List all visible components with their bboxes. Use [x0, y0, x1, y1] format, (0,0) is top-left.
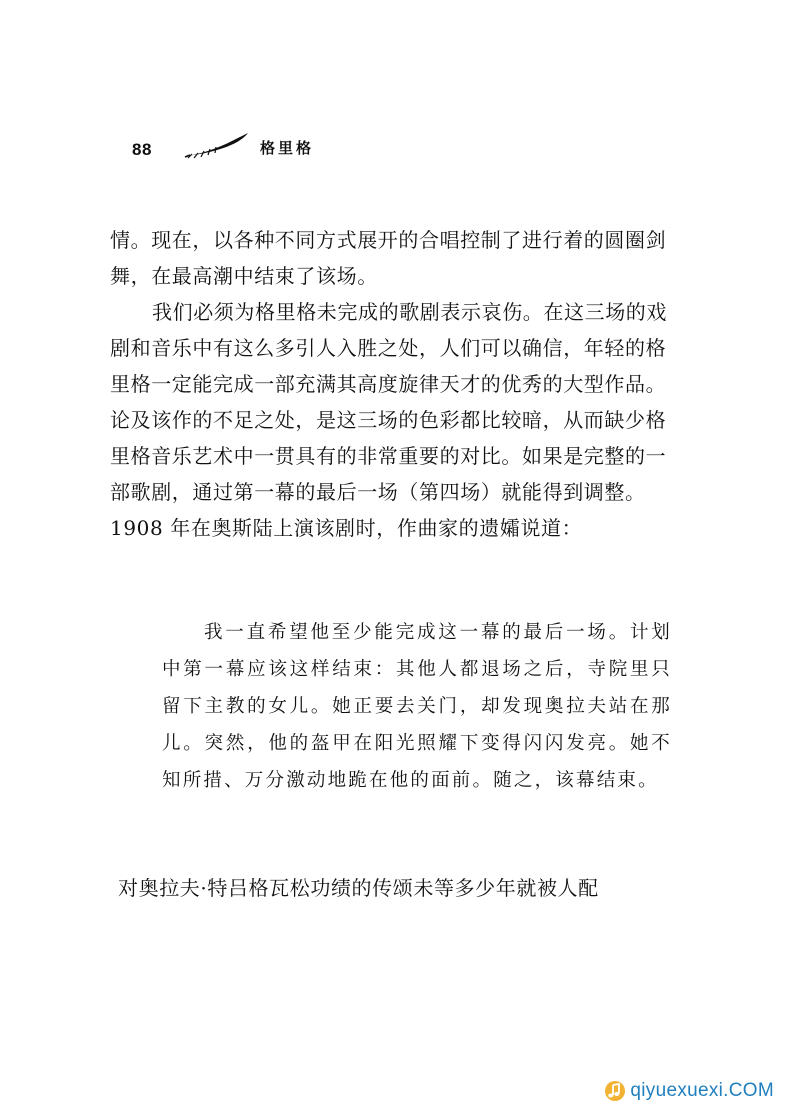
quill-feather-icon	[184, 132, 250, 160]
block-quote: 我一直希望他至少能完成这一幕的最后一场。计划中第一幕应该这样结束：其他人都退场之后，寺院里只留下主教的女儿。她正要去关门，却发现奥拉夫站在那儿。突然，他的盔甲在阳光照耀下变得闪闪发亮。她不知所措、万分激动地跪在他的面前。随之，该幕结束。	[162, 622, 672, 791]
body-paragraph-3: 对奥拉夫·特吕格瓦松功绩的传颂未等多少年就被人配	[118, 876, 599, 900]
page-header	[132, 126, 392, 166]
watermark-text: qiyuexuexi.COM	[630, 1080, 774, 1101]
running-title: 格里格	[260, 139, 315, 157]
page-number: 88	[132, 140, 152, 159]
site-watermark	[604, 1076, 774, 1106]
body-paragraph-2: 我们必须为格里格未完成的歌剧表示哀伤。在这三场的戏剧和音乐中有这么多引人入胜之处，人们可以确信，年轻的格里格一定能完成一部充满其高度旋律天才的优秀的大型作品。论及该作的不足之处，是这三场的色彩都比较暗，从而缺少格里格音乐艺术中一贯具有的非常重要的对比。如果是完整的一部歌剧，通过第一幕的最后一场（第四场）就能得到调整。1908 年在奥斯陆上演该剧时，作曲家的遗孀说道：	[110, 300, 667, 540]
body-paragraph-1: 情。现在，以各种不同方式展开的合唱控制了进行着的圆圈剑舞，在最高潮中结束了该场。	[110, 228, 667, 288]
music-note-icon	[604, 1080, 626, 1102]
